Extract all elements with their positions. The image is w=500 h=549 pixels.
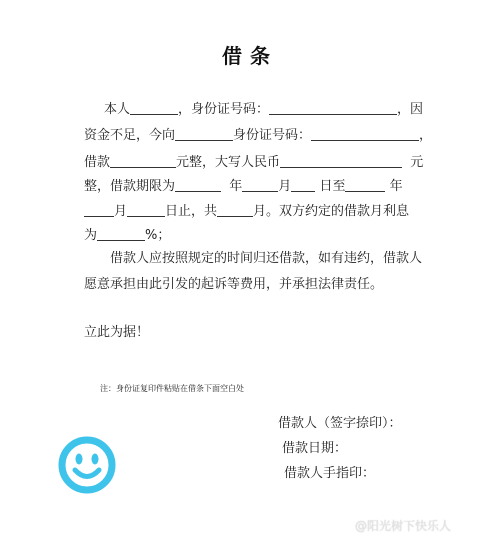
blank-end-month bbox=[84, 202, 114, 217]
body-paragraph-2-line-2: 愿意承担由此引发的起诉等费用，并承担法律责任。 bbox=[84, 277, 384, 292]
body-paragraph-2-line-1: 借款人应按照规定的时间归还借款，如有违约，借款人 bbox=[110, 251, 423, 266]
blank-end-year bbox=[345, 177, 385, 192]
blank-amount bbox=[110, 153, 176, 168]
body-line-5: 月 日止，共 月。双方约定的借款月利息 bbox=[84, 202, 409, 221]
blank-end-day bbox=[127, 202, 165, 217]
blank-amount-uppercase bbox=[280, 153, 402, 168]
blank-lender-id bbox=[311, 126, 419, 141]
body-line-1: 本人 ，身份证号码： ，因 bbox=[104, 102, 424, 117]
smiley-face-icon bbox=[57, 435, 117, 495]
blank-total-months bbox=[217, 202, 253, 217]
closing-text: 立此为据！ bbox=[84, 325, 150, 340]
body-line-2: 资金不足，今向 身份证号码： ， bbox=[84, 128, 433, 143]
signature-date-label: 借款日期： bbox=[282, 441, 348, 456]
signature-borrower-label: 借款人（签字捺印）： bbox=[278, 416, 402, 431]
blank-start-year bbox=[175, 177, 221, 192]
blank-start-month bbox=[242, 177, 278, 192]
body-line-6: 为 %； bbox=[84, 228, 171, 243]
blank-interest-rate bbox=[97, 226, 145, 241]
blank-lender-name bbox=[175, 126, 233, 141]
blank-borrower-name bbox=[130, 100, 178, 115]
attachment-note: 注：身份证复印件粘贴在借条下面空白处 bbox=[100, 384, 244, 393]
blank-borrower-id bbox=[269, 100, 397, 115]
blank-start-day bbox=[291, 177, 315, 192]
document-title: 借条 bbox=[222, 44, 278, 68]
body-line-3: 借款 元整，大写人民币 元 bbox=[84, 155, 424, 170]
body-line-4: 整，借款期限为 年 月 日至 年 bbox=[84, 179, 403, 194]
signature-fingerprint-label: 借款人手指印： bbox=[284, 466, 376, 481]
watermark-text: @阳光树下快乐人 bbox=[355, 519, 452, 533]
